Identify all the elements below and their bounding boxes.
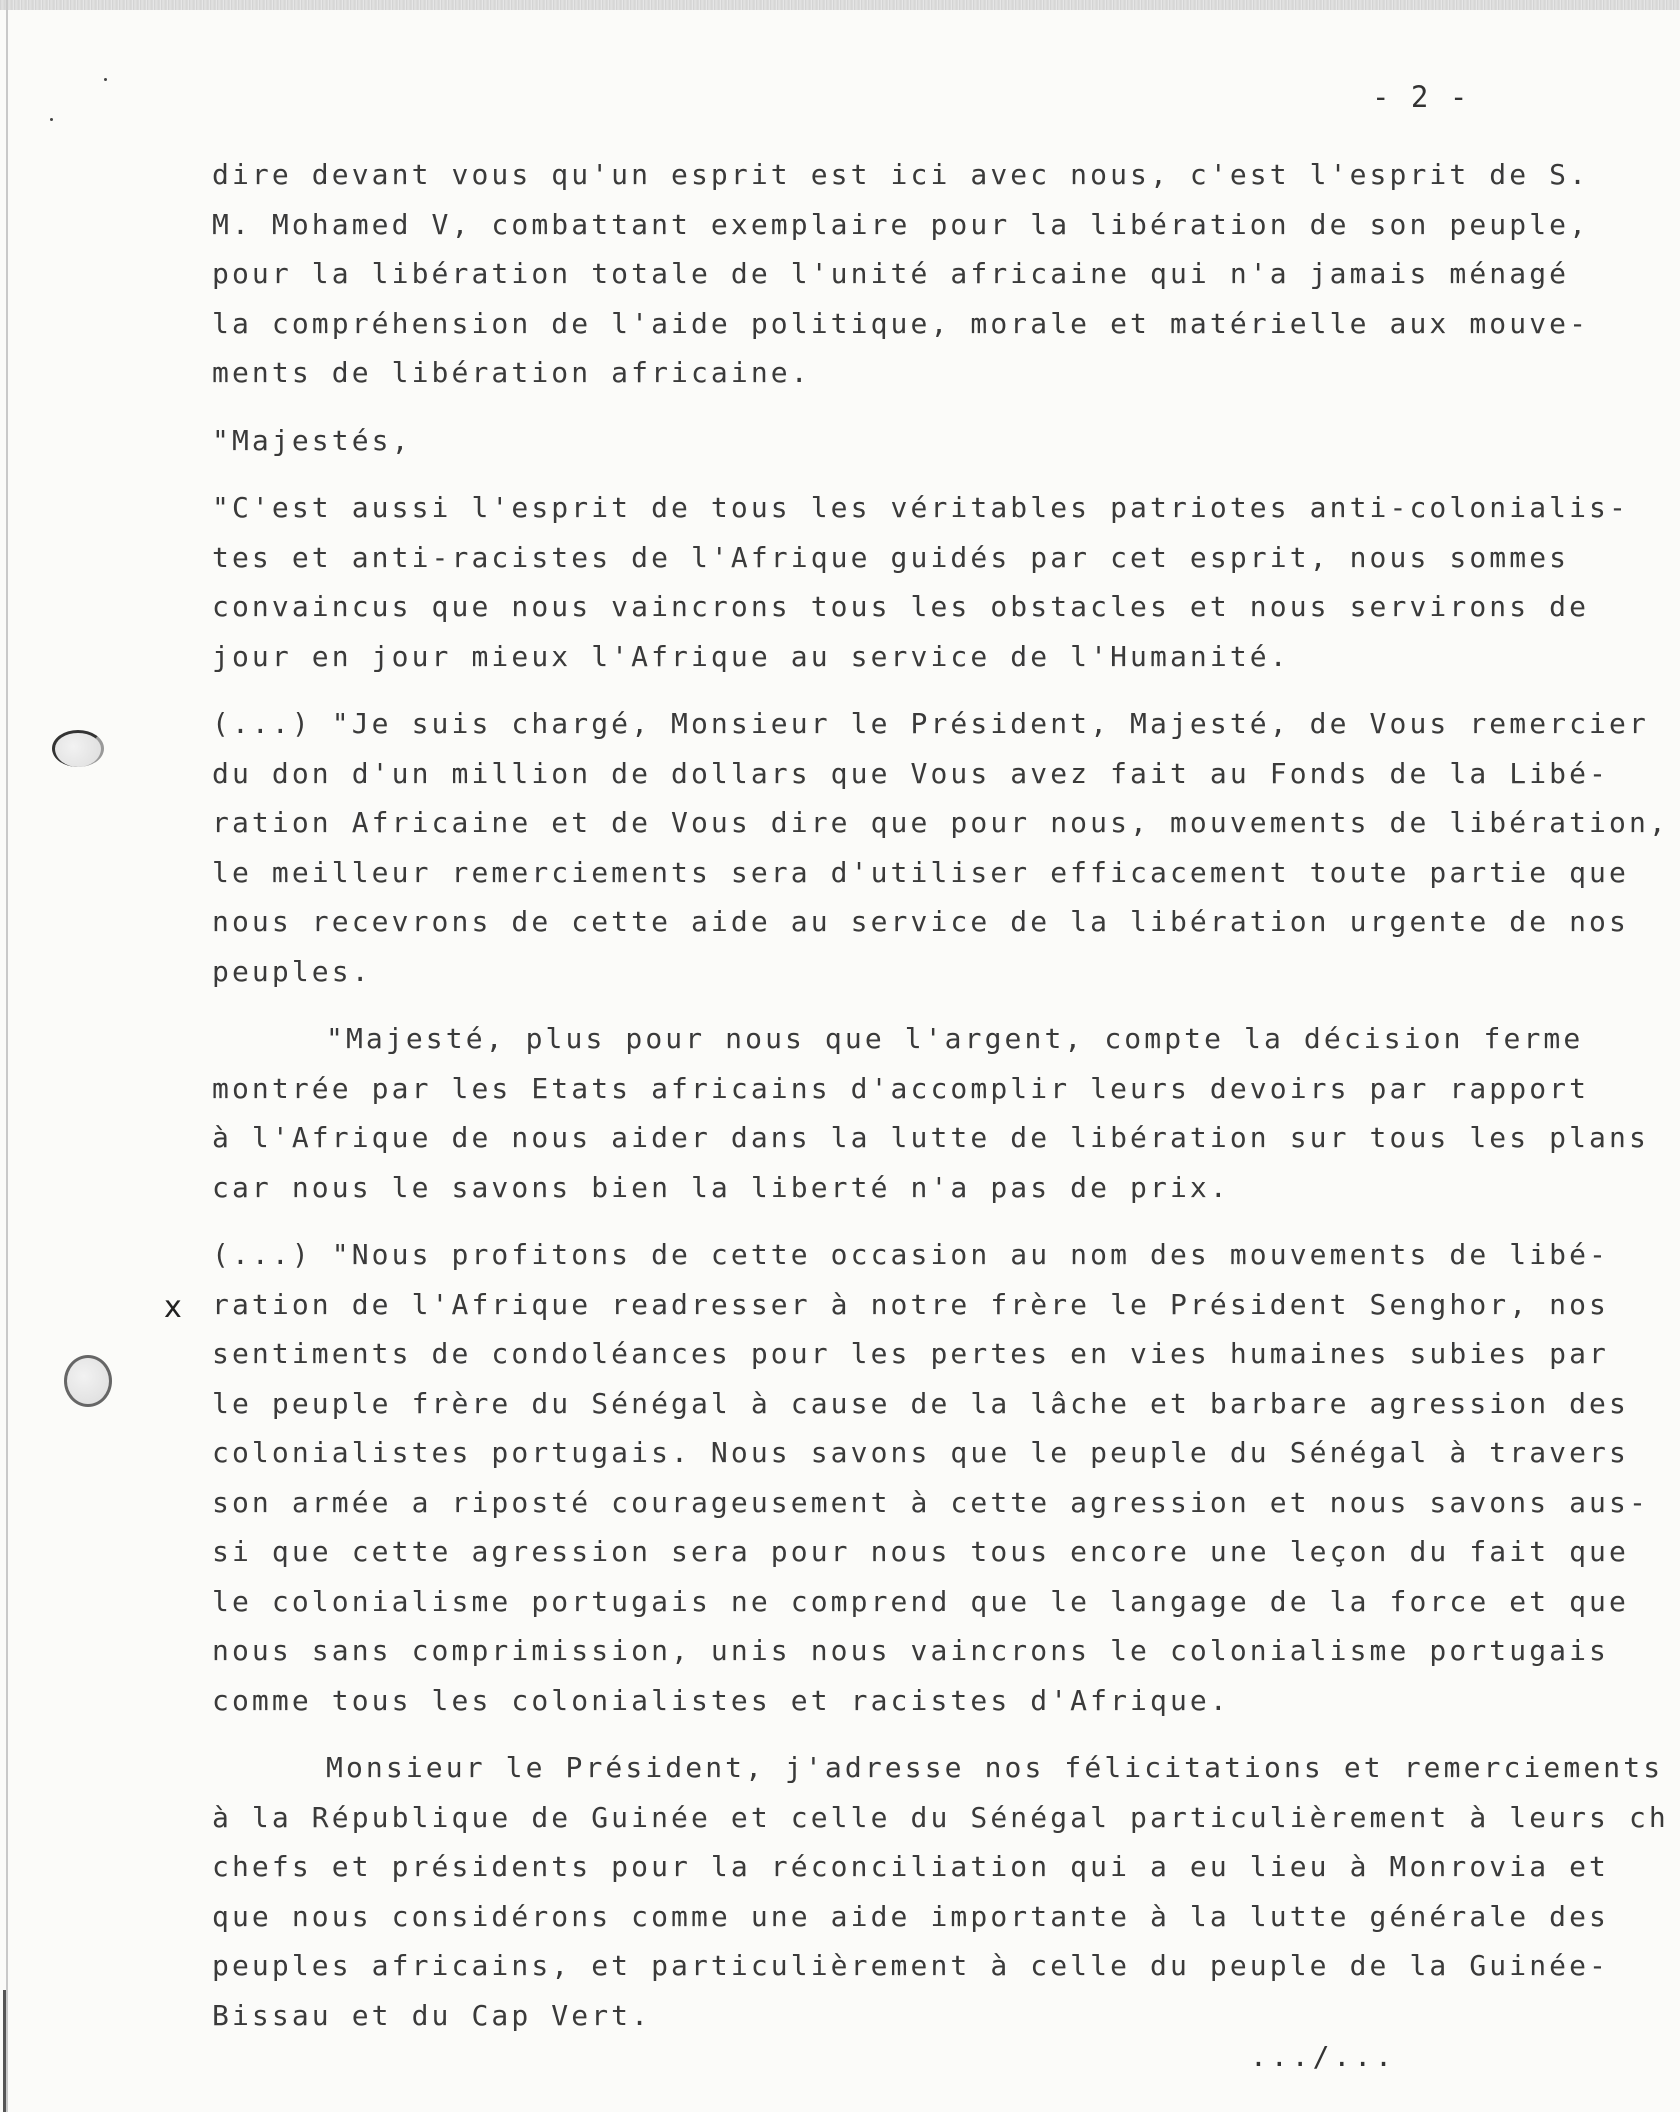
text-line: car nous le savons bien la liberté n'a pas de prix. bbox=[212, 1170, 1230, 1204]
paragraph bbox=[212, 1014, 1680, 1212]
text-line: pour la libération totale de l'unité africaine qui n'a jamais ménagé bbox=[212, 257, 1570, 290]
text-line: chefs et présidents pour la réconciliation qui a eu lieu à Monrovia et bbox=[212, 1850, 1610, 1883]
text-line: la compréhension de l'aide politique, morale et matérielle aux mouve- bbox=[212, 306, 1590, 340]
text-line: à l'Afrique de nous aider dans la lutte de libération sur tous les plans bbox=[212, 1121, 1649, 1154]
paragraph bbox=[212, 1230, 1680, 1725]
scan-edge-left bbox=[6, 0, 8, 2112]
text-line: "C'est aussi l'esprit de tous les véritables patriotes anti-colonialis- bbox=[212, 491, 1629, 524]
paragraph bbox=[212, 150, 1680, 398]
document-body bbox=[212, 150, 1680, 2040]
punch-hole-mark bbox=[64, 1355, 112, 1407]
text-line: Bissau et du Cap Vert. bbox=[212, 1998, 652, 2032]
text-line: sentiments de condoléances pour les pertes en vies humaines subies par bbox=[212, 1337, 1610, 1370]
text-line: tes et anti-racistes de l'Afrique guidés par cet esprit, nous sommes bbox=[212, 540, 1570, 574]
text-line: le peuple frère du Sénégal à cause de la lâche et barbare agression des bbox=[212, 1386, 1629, 1420]
continuation-marker: .../... bbox=[1250, 2040, 1397, 2073]
text-line: ration Africaine et de Vous dire que pour nous, mouvements de libération, bbox=[212, 806, 1669, 839]
text-line: dire devant vous qu'un esprit est ici avec nous, c'est l'esprit de S. bbox=[212, 158, 1590, 191]
text-line: son armée a riposté courageusement à cette agression et nous savons aus- bbox=[212, 1485, 1649, 1519]
text-line: ments de libération africaine. bbox=[212, 356, 811, 389]
paragraph bbox=[212, 416, 1680, 466]
scan-edge-left-dark bbox=[3, 1990, 6, 2112]
text-line: nous sans comprimission, unis nous vaincrons le colonialisme portugais bbox=[212, 1634, 1610, 1667]
text-line: convaincus que nous vaincrons tous les obstacles et nous servirons de bbox=[212, 590, 1590, 623]
scan-speck bbox=[104, 78, 107, 81]
text-line: montrée par les Etats africains d'accomplir leurs devoirs par rapport bbox=[212, 1071, 1590, 1105]
text-line: si que cette agression sera pour nous tous encore une leçon du fait que bbox=[212, 1535, 1629, 1568]
text-line: M. Mohamed V, combattant exemplaire pour la libération de son peuple, bbox=[212, 207, 1590, 241]
text-line: nous recevrons de cette aide au service de la libération urgente de nos bbox=[212, 905, 1629, 938]
page-number: - 2 - bbox=[1372, 80, 1470, 114]
margin-annotation: x bbox=[164, 1290, 182, 1325]
scan-edge-top bbox=[0, 0, 1680, 10]
text-line: (...) "Je suis chargé, Monsieur le Président, Majesté, de Vous remercier bbox=[212, 707, 1649, 740]
text-line: (...) "Nous profitons de cette occasion au nom des mouvements de libé- bbox=[212, 1238, 1610, 1271]
text-line: Monsieur le Président, j'adresse nos félicitations et remerciements bbox=[326, 1751, 1664, 1784]
text-line: "Majestés, bbox=[212, 423, 412, 457]
text-line: à la République de Guinée et celle du Sénégal particulièrement à leurs ch bbox=[212, 1800, 1669, 1834]
text-line: peuples africains, et particulièrement à celle du peuple de la Guinée- bbox=[212, 1949, 1610, 1982]
scan-speck bbox=[50, 118, 53, 121]
text-line: jour en jour mieux l'Afrique au service de l'Humanité. bbox=[212, 639, 1290, 673]
text-line: le meilleur remerciements sera d'utiliser efficacement toute partie que bbox=[212, 855, 1629, 889]
text-line: du don d'un million de dollars que Vous avez fait au Fonds de la Libé- bbox=[212, 756, 1610, 790]
text-line: peuples. bbox=[212, 954, 372, 988]
text-line: ration de l'Afrique readresser à notre frère le Président Senghor, nos bbox=[212, 1287, 1610, 1321]
text-line: colonialistes portugais. Nous savons que le peuple du Sénégal à travers bbox=[212, 1436, 1629, 1469]
paragraph bbox=[212, 1743, 1680, 2040]
paragraph bbox=[212, 483, 1680, 681]
text-line: comme tous les colonialistes et racistes d'Afrique. bbox=[212, 1683, 1230, 1717]
paragraph bbox=[212, 699, 1680, 996]
punch-hole-mark bbox=[52, 730, 104, 767]
text-line: le colonialisme portugais ne comprend que le langage de la force et que bbox=[212, 1584, 1629, 1618]
text-line: "Majesté, plus pour nous que l'argent, compte la décision ferme bbox=[326, 1022, 1584, 1055]
text-line: que nous considérons comme une aide importante à la lutte générale des bbox=[212, 1899, 1610, 1933]
